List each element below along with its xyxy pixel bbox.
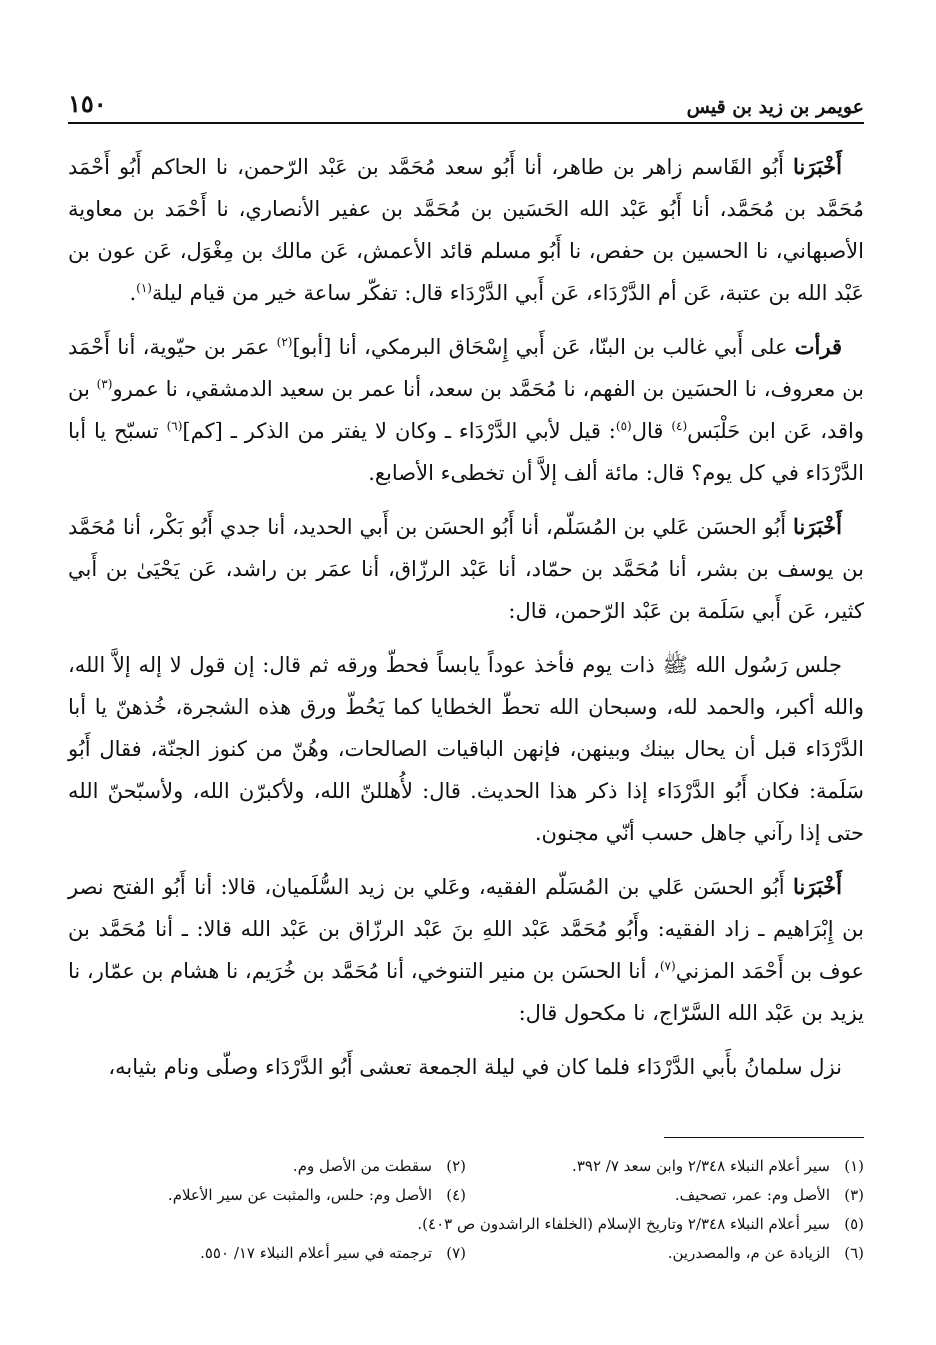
paragraph-text: أَبُو الحسَن عَلي بن المُسَلّم الفقيه، وعَلي بن زيد السُّلَميان، قالا: أنا أَبُو الفتح نصر بن إِبْرَاهيم ـ زاد الفقيه: وأَبُو مُحَمَّد عَبْد اللهِ بنَ عَبْد الرزّاق بن عَبْد الله قالا: ـ أنا مُحَمَّد بن عوف بن أَحْمَد المزني — [68, 875, 865, 983]
paragraph-lead: قرأت — [794, 334, 842, 359]
footnote-3: (٣)الأصل وم: عمر، تصحيف. — [674, 1186, 864, 1204]
paragraph-text: ، أنا الحسَن بن منير التنوخي، أنا مُحَمَّد بن خُرَيم، نا هشام بن عمّار، نا يزيد بن عَبْد الله السَّرّاج، نا مكحول قال: — [68, 959, 864, 1025]
footnote-ref: (٣) — [96, 377, 113, 391]
footnote-ref: (٦) — [166, 419, 183, 433]
running-title: عويمر بن زيد بن قيس — [686, 96, 864, 118]
main-text — [68, 146, 864, 1100]
paragraph-text: على أَبي غالب بن البنّا، عَن أَبي إِسْحَاق البرمكي، أنا [أبو] — [292, 335, 795, 359]
paragraph-text: أَبُو القَاسم زاهر بن طاهر، أنا أَبُو سعد مُحَمَّد بن عَبْد الرّحمن، نا الحاكم أَبُو أَحْمَد مُحَمَّد بن مُحَمَّد، أنا أَبُو عَبْد الله الحَسَين بن مُحَمَّد بن عفير الأنصاري، نا أَحْمَد بن معاوية الأصبهاني، نا الحسين بن حفص، نا أَبُو مسلم قائد الأعمش، عَن مالك بن مِغْوَل، عَن عون بن عَبْد الله بن عتبة، عَن أم الدَّرْدَاء، عَن أَبي الدَّرْدَاء قال: تفكّر ساعة خير من قيام ليلة — [68, 155, 864, 305]
page-number: ١٥٠ — [68, 89, 107, 118]
paragraph-text: تسبّح يا أبا الدَّرْدَاء في كل يوم؟ قال: مائة ألف إلاَّ أن تخطىء الأصابع. — [68, 419, 864, 485]
footnote-2: (٢)سقطت من الأصل وم. — [292, 1157, 466, 1175]
paragraph-lead: أَخْبَرَنا — [793, 154, 842, 179]
paragraph-text: قال — [631, 419, 672, 443]
paragraph-lead: أَخْبَرَنا — [793, 514, 842, 539]
paragraph-text: عمَر بن حيّوية، أنا أَحْمَد بن معروف، نا الحسَين بن الفهم، نا مُحَمَّد بن سعد، أنا عمر بن سعيد الدمشقي، نا عمرو — [68, 335, 864, 401]
paragraph-text: نزل سلمانُ بأَبي الدَّرْدَاء فلما كان في ليلة الجمعة تعشى أَبُو الدَّرْدَاء وصلّى ونام بثيابه، — [108, 1055, 842, 1079]
footnote-1: (١)سير أعلام النبلاء ٢/٣٤٨ وابن سعد ٧/ ٣٩٢. — [572, 1157, 864, 1175]
footnote-ref: (٥) — [615, 419, 632, 433]
footnote-ref: (٧) — [659, 959, 676, 973]
page-header — [68, 86, 864, 124]
footnote-divider — [664, 1137, 864, 1138]
footnote-5: (٥)سير أعلام النبلاء ٢/٣٤٨ وتاريخ الإسلام (الخلفاء الراشدون ص ٤٠٣). — [417, 1215, 864, 1233]
paragraph — [68, 1046, 864, 1088]
footnote-4: (٤)الأصل وم: حلس، والمثبت عن سير الأعلام. — [167, 1186, 466, 1204]
paragraph — [68, 146, 864, 314]
footnote-6: (٦)الزيادة عن م، والمصدرين. — [667, 1244, 864, 1262]
footnote-ref: (٢) — [276, 335, 293, 349]
paragraph — [68, 506, 864, 632]
paragraph — [68, 644, 864, 854]
paragraph — [68, 326, 864, 494]
footnote-ref: (٤) — [671, 419, 688, 433]
paragraph — [68, 866, 864, 1034]
footnotes — [68, 1152, 864, 1268]
footnote-ref: (١) — [136, 281, 152, 295]
paragraph-text: : قيل لأبي الدَّرْدَاء ـ وكان لا يفتر من الذكر ـ [كم] — [182, 419, 616, 443]
paragraph-text: أَبُو الحسَن عَلي بن المُسَلّم، أنا أَبُو الحسَن بن أَبي الحديد، أنا جدي أَبُو بَكْر، أنا مُحَمَّد بن يوسف بن بشر، أنا مُحَمَّد بن حمّاد، أنا عَبْد الرزّاق، أنا عمَر بن راشد، عَن يَحْيَىٰ بن أَبي كثير، عَن أَبي سَلَمة بن عَبْد الرّحمن، قال: — [68, 515, 864, 623]
paragraph-text: بن واقد، عَن ابن حَلْبَس — [68, 377, 865, 443]
paragraph-text: جلس رَسُول الله ﷺ ذات يوم فأخذ عوداً يابساً فحطّ ورقه ثم قال: إن قول لا إله إلاَّ الله، والله أكبر، والحمد لله، وسبحان الله تحطّ الخطايا كما يَحُطّ ورق هذه الشجرة، خُذهنّ يا أبا الدَّرْدَاء قبل أن يحال بينك وبينهن، فإنهن الباقيات الصالحات، وهُنّ من كنوز الجنّة، فقال أَبُو سَلَمة: فكان أَبُو الدَّرْدَاء إذا ذكر هذا الحديث. قال: لأُهللنّ الله، ولأكبرّن الله، ولأسبّحنّ الله حتى إذا رآني جاهل حسب أنّي مجنون. — [68, 653, 864, 845]
paragraph-text: . — [129, 281, 137, 305]
footnote-7: (٧)ترجمته في سير أعلام النبلاء ١٧/ ٥٥٠. — [200, 1244, 466, 1262]
paragraph-lead: أَخْبَرَنا — [793, 874, 842, 899]
